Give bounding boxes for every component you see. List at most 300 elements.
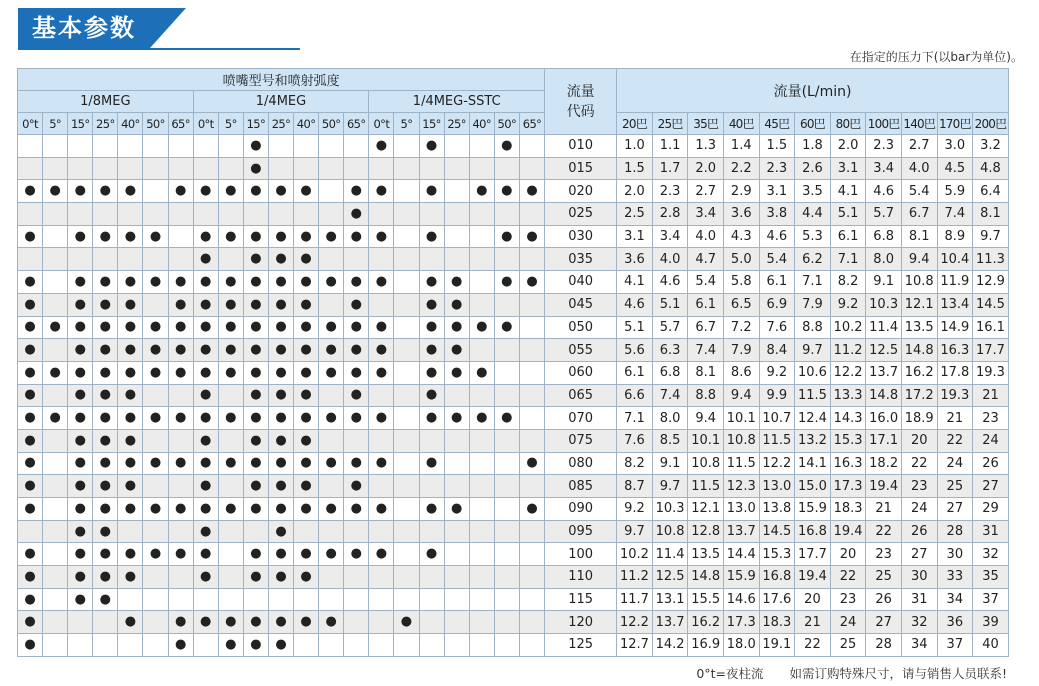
availability-dot: ●	[394, 611, 419, 634]
flow-value-cell: 4.4	[795, 203, 831, 226]
availability-dot: ●	[469, 180, 494, 203]
empty-cell	[168, 157, 193, 180]
empty-cell	[319, 203, 344, 226]
empty-cell	[243, 588, 268, 611]
empty-cell	[344, 248, 369, 271]
empty-cell	[143, 611, 168, 634]
availability-dot: ●	[419, 225, 444, 248]
availability-dot: ●	[419, 271, 444, 294]
flow-value-cell: 14.4	[723, 543, 759, 566]
empty-cell	[319, 475, 344, 498]
availability-dot: ●	[319, 407, 344, 430]
flow-code-cell: 040	[545, 271, 617, 294]
flow-value-cell: 22	[830, 566, 866, 589]
flow-value-cell: 33	[937, 566, 973, 589]
flow-value-cell: 32	[901, 611, 937, 634]
availability-dot: ●	[294, 180, 319, 203]
flow-value-cell: 16.9	[688, 634, 724, 657]
pressure-header: 60巴	[795, 113, 831, 135]
flow-value-cell: 1.7	[652, 157, 688, 180]
empty-cell	[444, 543, 469, 566]
empty-cell	[444, 475, 469, 498]
availability-dot: ●	[18, 588, 43, 611]
flow-value-cell: 8.1	[973, 203, 1009, 226]
availability-dot: ●	[218, 293, 243, 316]
empty-cell	[218, 566, 243, 589]
availability-dot: ●	[243, 225, 268, 248]
availability-dot: ●	[18, 498, 43, 521]
availability-dot: ●	[319, 611, 344, 634]
availability-dot: ●	[344, 384, 369, 407]
empty-cell	[469, 271, 494, 294]
flow-value-cell: 6.9	[759, 293, 795, 316]
empty-cell	[93, 157, 118, 180]
flow-value-cell: 4.0	[652, 248, 688, 271]
flow-value-cell: 10.1	[688, 429, 724, 452]
flow-value-cell: 6.1	[830, 225, 866, 248]
flow-value-cell: 24	[901, 498, 937, 521]
empty-cell	[369, 429, 394, 452]
availability-dot: ●	[243, 475, 268, 498]
flow-value-cell: 24	[830, 611, 866, 634]
flow-value-cell: 21	[973, 384, 1009, 407]
table-row	[18, 225, 1009, 248]
table-row	[18, 475, 1009, 498]
flow-code-cell: 120	[545, 611, 617, 634]
empty-cell	[469, 475, 494, 498]
availability-dot: ●	[268, 634, 293, 657]
availability-dot: ●	[294, 498, 319, 521]
table-row	[18, 498, 1009, 521]
availability-dot: ●	[268, 384, 293, 407]
empty-cell	[394, 452, 419, 475]
flow-value-cell: 28	[937, 520, 973, 543]
availability-dot: ●	[193, 475, 218, 498]
flow-value-cell: 20	[901, 429, 937, 452]
availability-dot: ●	[193, 293, 218, 316]
empty-cell	[419, 475, 444, 498]
empty-cell	[344, 566, 369, 589]
empty-cell	[369, 248, 394, 271]
empty-cell	[444, 566, 469, 589]
empty-cell	[344, 611, 369, 634]
flow-value-cell: 2.0	[688, 157, 724, 180]
table-row	[18, 611, 1009, 634]
availability-dot: ●	[369, 452, 394, 475]
flow-value-cell: 19.4	[795, 566, 831, 589]
empty-cell	[218, 135, 243, 158]
flow-value-cell: 1.4	[723, 135, 759, 158]
title-underline	[18, 48, 300, 50]
angle-header: 50°	[143, 113, 168, 135]
empty-cell	[193, 634, 218, 657]
availability-dot: ●	[68, 452, 93, 475]
empty-cell	[519, 407, 544, 430]
availability-dot: ●	[268, 361, 293, 384]
flow-value-cell: 11.2	[617, 566, 653, 589]
empty-cell	[444, 452, 469, 475]
availability-dot: ●	[294, 316, 319, 339]
availability-dot: ●	[268, 475, 293, 498]
empty-cell	[394, 566, 419, 589]
table-row	[18, 520, 1009, 543]
empty-cell	[494, 361, 519, 384]
flow-code-cell: 110	[545, 566, 617, 589]
table-row	[18, 543, 1009, 566]
empty-cell	[143, 203, 168, 226]
empty-cell	[394, 271, 419, 294]
pressure-header: 20巴	[617, 113, 653, 135]
flow-value-cell: 4.1	[617, 271, 653, 294]
flow-value-cell: 20	[795, 588, 831, 611]
empty-cell	[294, 634, 319, 657]
angle-header: 5°	[394, 113, 419, 135]
empty-cell	[469, 634, 494, 657]
empty-cell	[444, 429, 469, 452]
flow-value-cell: 13.3	[830, 384, 866, 407]
empty-cell	[43, 384, 68, 407]
flow-value-cell: 37	[973, 588, 1009, 611]
availability-dot: ●	[519, 271, 544, 294]
flow-value-cell: 7.4	[688, 339, 724, 362]
empty-cell	[394, 248, 419, 271]
availability-dot: ●	[93, 180, 118, 203]
availability-dot: ●	[519, 498, 544, 521]
angle-header: 65°	[344, 113, 369, 135]
availability-dot: ●	[168, 271, 193, 294]
flow-value-cell: 2.5	[617, 203, 653, 226]
availability-dot: ●	[519, 225, 544, 248]
flow-value-cell: 14.5	[973, 293, 1009, 316]
availability-dot: ●	[319, 271, 344, 294]
availability-dot: ●	[118, 316, 143, 339]
availability-dot: ●	[419, 452, 444, 475]
flow-value-cell: 7.4	[937, 203, 973, 226]
flow-value-cell: 3.2	[973, 135, 1009, 158]
availability-dot: ●	[419, 316, 444, 339]
empty-cell	[193, 157, 218, 180]
angle-header: 5°	[43, 113, 68, 135]
flow-value-cell: 25	[937, 475, 973, 498]
flow-value-cell: 6.7	[688, 316, 724, 339]
availability-dot: ●	[93, 316, 118, 339]
empty-cell	[419, 611, 444, 634]
flow-value-cell: 6.7	[901, 203, 937, 226]
availability-dot: ●	[193, 543, 218, 566]
availability-dot: ●	[93, 498, 118, 521]
flow-value-cell: 3.4	[652, 225, 688, 248]
empty-cell	[118, 588, 143, 611]
availability-dot: ●	[344, 452, 369, 475]
empty-cell	[43, 248, 68, 271]
flow-value-cell: 6.6	[617, 384, 653, 407]
availability-dot: ●	[319, 543, 344, 566]
pressure-header: 40巴	[723, 113, 759, 135]
availability-dot: ●	[243, 634, 268, 657]
flow-code-header: 流量 代码	[545, 69, 617, 135]
availability-dot: ●	[193, 452, 218, 475]
flow-value-cell: 8.0	[866, 248, 902, 271]
availability-dot: ●	[18, 316, 43, 339]
flow-value-cell: 10.2	[830, 316, 866, 339]
flow-value-cell: 10.8	[901, 271, 937, 294]
empty-cell	[43, 566, 68, 589]
flow-value-cell: 13.2	[795, 429, 831, 452]
empty-cell	[18, 135, 43, 158]
availability-dot: ●	[143, 543, 168, 566]
availability-dot: ●	[143, 271, 168, 294]
availability-dot: ●	[168, 316, 193, 339]
empty-cell	[494, 475, 519, 498]
empty-cell	[143, 248, 168, 271]
availability-dot: ●	[344, 339, 369, 362]
availability-dot: ●	[68, 498, 93, 521]
availability-dot: ●	[419, 339, 444, 362]
availability-dot: ●	[294, 429, 319, 452]
empty-cell	[143, 634, 168, 657]
empty-cell	[519, 248, 544, 271]
availability-dot: ●	[168, 498, 193, 521]
flow-value-cell: 8.7	[617, 475, 653, 498]
empty-cell	[494, 611, 519, 634]
availability-dot: ●	[294, 293, 319, 316]
availability-dot: ●	[369, 316, 394, 339]
empty-cell	[168, 135, 193, 158]
table-row	[18, 157, 1009, 180]
availability-dot: ●	[193, 316, 218, 339]
flow-value-cell: 22	[901, 452, 937, 475]
availability-dot: ●	[193, 271, 218, 294]
availability-dot: ●	[419, 180, 444, 203]
flow-value-cell: 13.5	[688, 543, 724, 566]
flow-code-cell: 080	[545, 452, 617, 475]
empty-cell	[43, 543, 68, 566]
flow-value-cell: 29	[973, 498, 1009, 521]
availability-dot: ●	[118, 498, 143, 521]
flow-value-cell: 16.2	[901, 361, 937, 384]
flow-value-cell: 5.1	[830, 203, 866, 226]
flow-value-cell: 18.3	[759, 611, 795, 634]
flow-value-cell: 5.1	[617, 316, 653, 339]
flow-value-cell: 12.4	[795, 407, 831, 430]
flow-value-cell: 19.1	[759, 634, 795, 657]
flow-value-cell: 17.8	[937, 361, 973, 384]
flow-value-cell: 7.9	[723, 339, 759, 362]
flow-value-cell: 5.4	[688, 271, 724, 294]
title-banner-slant	[150, 8, 186, 48]
empty-cell	[18, 248, 43, 271]
table-row	[18, 452, 1009, 475]
empty-cell	[344, 588, 369, 611]
empty-cell	[268, 203, 293, 226]
empty-cell	[218, 248, 243, 271]
availability-dot: ●	[68, 475, 93, 498]
availability-dot: ●	[419, 498, 444, 521]
flow-value-cell: 21	[937, 407, 973, 430]
empty-cell	[494, 452, 519, 475]
flow-value-cell: 3.0	[937, 135, 973, 158]
flow-title-header: 流量(L/min)	[617, 69, 1009, 113]
flow-value-cell: 6.4	[973, 180, 1009, 203]
flow-value-cell: 23	[901, 475, 937, 498]
flow-value-cell: 4.6	[866, 180, 902, 203]
flow-value-cell: 3.5	[795, 180, 831, 203]
availability-dot: ●	[168, 361, 193, 384]
availability-dot: ●	[243, 384, 268, 407]
availability-dot: ●	[118, 339, 143, 362]
availability-dot: ●	[93, 588, 118, 611]
flow-value-cell: 13.8	[759, 498, 795, 521]
table-row	[18, 180, 1009, 203]
availability-dot: ●	[143, 452, 168, 475]
flow-code-cell: 070	[545, 407, 617, 430]
empty-cell	[469, 203, 494, 226]
availability-dot: ●	[18, 384, 43, 407]
availability-dot: ●	[193, 361, 218, 384]
empty-cell	[243, 520, 268, 543]
availability-dot: ●	[68, 180, 93, 203]
flow-value-cell: 15.5	[688, 588, 724, 611]
empty-cell	[369, 157, 394, 180]
empty-cell	[118, 520, 143, 543]
flow-value-cell: 3.8	[759, 203, 795, 226]
flow-value-cell: 7.4	[652, 384, 688, 407]
flow-value-cell: 10.7	[759, 407, 795, 430]
availability-dot: ●	[369, 180, 394, 203]
availability-dot: ●	[18, 566, 43, 589]
flow-code-cell: 045	[545, 293, 617, 316]
flow-value-cell: 24	[973, 429, 1009, 452]
empty-cell	[319, 566, 344, 589]
flow-value-cell: 7.6	[759, 316, 795, 339]
flow-code-cell: 060	[545, 361, 617, 384]
empty-cell	[469, 339, 494, 362]
availability-dot: ●	[118, 361, 143, 384]
availability-dot: ●	[93, 566, 118, 589]
empty-cell	[294, 520, 319, 543]
empty-cell	[319, 634, 344, 657]
empty-cell	[419, 634, 444, 657]
empty-cell	[444, 611, 469, 634]
flow-value-cell: 3.6	[617, 248, 653, 271]
flow-value-cell: 12.2	[617, 611, 653, 634]
flow-value-cell: 6.2	[795, 248, 831, 271]
flow-value-cell: 11.5	[688, 475, 724, 498]
availability-dot: ●	[68, 566, 93, 589]
flow-value-cell: 8.1	[688, 361, 724, 384]
empty-cell	[43, 634, 68, 657]
flow-value-cell: 34	[901, 634, 937, 657]
group-title-cell: 喷嘴型号和喷射弧度	[18, 69, 545, 91]
empty-cell	[519, 316, 544, 339]
availability-dot: ●	[268, 452, 293, 475]
availability-dot: ●	[243, 361, 268, 384]
flow-value-cell: 3.4	[866, 157, 902, 180]
pressure-header: 200巴	[973, 113, 1009, 135]
flow-value-cell: 10.8	[652, 520, 688, 543]
empty-cell	[394, 520, 419, 543]
flow-value-cell: 22	[937, 429, 973, 452]
empty-cell	[118, 157, 143, 180]
flow-value-cell: 11.5	[723, 452, 759, 475]
empty-cell	[319, 588, 344, 611]
availability-dot: ●	[369, 543, 394, 566]
empty-cell	[419, 203, 444, 226]
flow-value-cell: 1.3	[688, 135, 724, 158]
availability-dot: ●	[344, 498, 369, 521]
flow-value-cell: 17.3	[723, 611, 759, 634]
flow-value-cell: 2.0	[617, 180, 653, 203]
availability-dot: ●	[18, 634, 43, 657]
empty-cell	[168, 429, 193, 452]
empty-cell	[394, 543, 419, 566]
empty-cell	[394, 475, 419, 498]
angle-header: 50°	[494, 113, 519, 135]
pressure-unit-note: 在指定的压力下(以bar为单位)。	[849, 50, 1023, 64]
flow-value-cell: 12.2	[830, 361, 866, 384]
flow-value-cell: 12.5	[652, 566, 688, 589]
flow-value-cell: 30	[901, 566, 937, 589]
empty-cell	[218, 384, 243, 407]
availability-dot: ●	[193, 407, 218, 430]
availability-dot: ●	[168, 339, 193, 362]
availability-dot: ●	[444, 339, 469, 362]
flow-value-cell: 19.4	[830, 520, 866, 543]
angle-header: 15°	[419, 113, 444, 135]
availability-dot: ●	[494, 271, 519, 294]
availability-dot: ●	[369, 498, 394, 521]
angle-header: 15°	[243, 113, 268, 135]
availability-dot: ●	[268, 271, 293, 294]
header-row-1	[18, 69, 1009, 91]
empty-cell	[43, 339, 68, 362]
empty-cell	[494, 157, 519, 180]
flow-value-cell: 7.1	[617, 407, 653, 430]
empty-cell	[494, 429, 519, 452]
availability-dot: ●	[218, 498, 243, 521]
empty-cell	[419, 248, 444, 271]
empty-cell	[519, 611, 544, 634]
flow-value-cell: 14.8	[901, 339, 937, 362]
empty-cell	[469, 588, 494, 611]
empty-cell	[193, 135, 218, 158]
flow-value-cell: 9.1	[866, 271, 902, 294]
flow-code-cell: 020	[545, 180, 617, 203]
flow-value-cell: 10.3	[652, 498, 688, 521]
empty-cell	[369, 293, 394, 316]
availability-dot: ●	[193, 611, 218, 634]
availability-dot: ●	[118, 611, 143, 634]
flow-value-cell: 3.1	[759, 180, 795, 203]
flow-value-cell: 11.5	[759, 429, 795, 452]
availability-dot: ●	[344, 316, 369, 339]
availability-dot: ●	[193, 566, 218, 589]
availability-dot: ●	[68, 384, 93, 407]
availability-dot: ●	[294, 611, 319, 634]
table-row	[18, 407, 1009, 430]
flow-value-cell: 4.1	[830, 180, 866, 203]
empty-cell	[168, 248, 193, 271]
empty-cell	[168, 384, 193, 407]
empty-cell	[469, 157, 494, 180]
flow-value-cell: 16.1	[973, 316, 1009, 339]
flow-value-cell: 3.6	[723, 203, 759, 226]
flow-value-cell: 4.5	[937, 157, 973, 180]
availability-dot: ●	[294, 475, 319, 498]
availability-dot: ●	[243, 339, 268, 362]
flow-value-cell: 14.8	[866, 384, 902, 407]
empty-cell	[444, 135, 469, 158]
